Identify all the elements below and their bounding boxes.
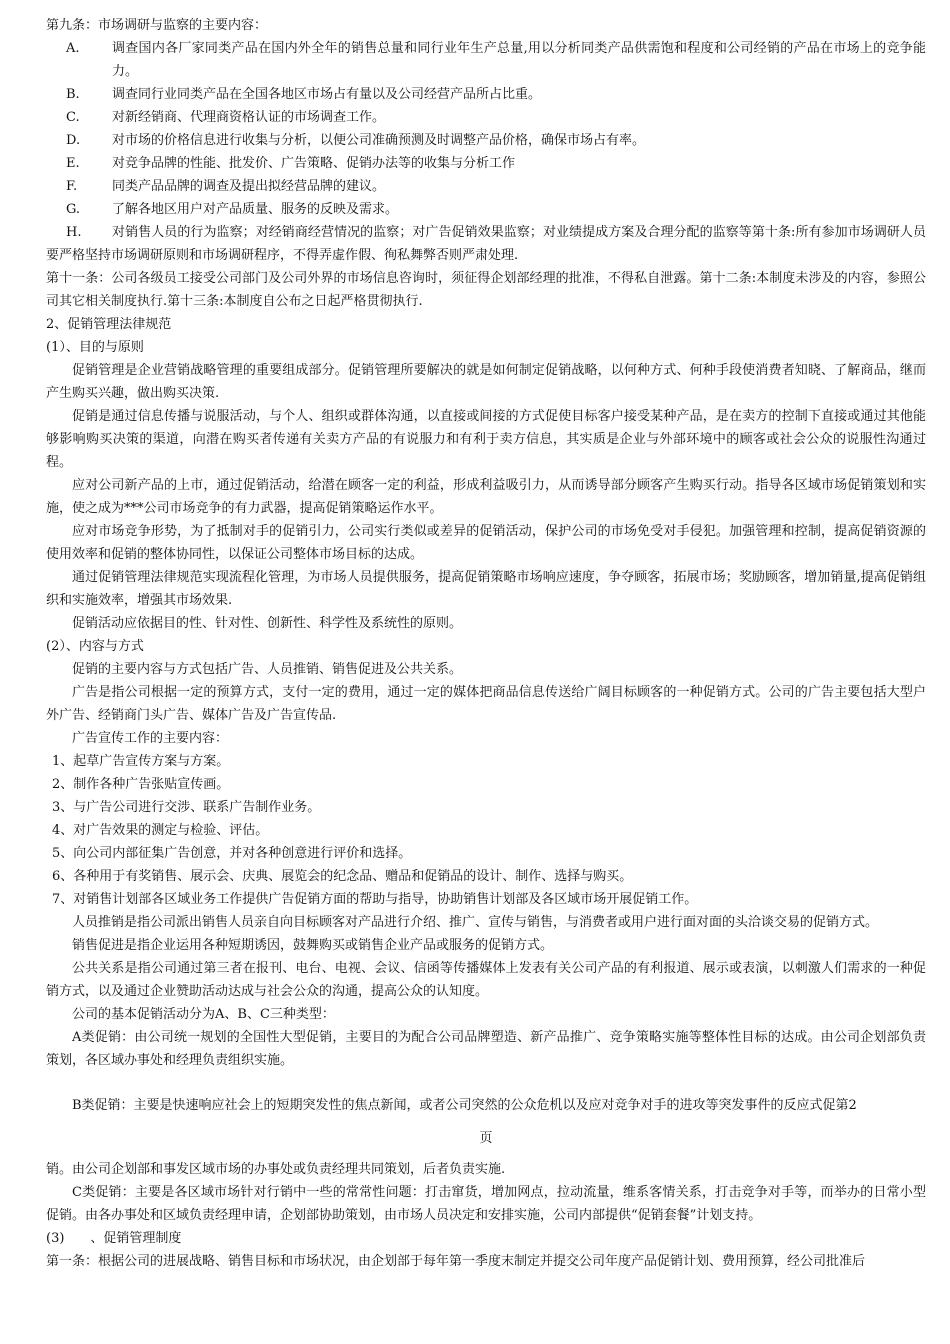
list-text: 了解各地区用户对产品质量、服务的反映及需求。 (112, 202, 399, 217)
paragraph: 销售促进是指企业运用各种短期诱因，鼓舞购买或销售企业产品或服务的促销方式。 (72, 938, 554, 953)
ad-item: 3、与广告公司进行交涉、联系广告制作业务。 (52, 800, 321, 815)
paragraph: 人员推销是指公司派出销售人员亲自向目标顾客对产品进行介绍、推广、宣传与销售，与消费者或用户进行面对面的头洽谈交易的促销方式。 (72, 915, 879, 930)
paragraph: 促销管理是企业营销战略管理的重要组成部分。促销管理所要解决的就是如何制定促销战略，以何种方式、何种手段使消费者知晓、了解商品，继而产生购买兴趣，做出购买决策. (46, 363, 926, 401)
list-item (46, 129, 926, 152)
paragraph: C类促销：主要是各区域市场针对行销中一些的常常性问题：打击窜货，增加网点，拉动流量，维系客情关系，打击竞争对手等，而举办的日常小型促销。由各办事处和区域负责经理申请，企划部协助策划，由市场人员决定和安排实施，公司内部提供“促销套餐”计划支持。 (46, 1185, 926, 1223)
list-marker: A. (66, 41, 80, 56)
paragraph: 应对公司新产品的上市，通过促销活动，给潜在顾客一定的利益，形成利益吸引力，从而诱导部分顾客产生购买行动。指导各区域市场促销策划和实施，使之成为***公司市场竞争的有力武器，提高促销策略运作水平。 (46, 478, 926, 516)
list-marker: G. (66, 202, 81, 217)
page-number: 页 (479, 1131, 493, 1146)
paragraph: 促销活动应依据目的性、针对性、创新性、科学性及系统性的原则。 (72, 616, 463, 631)
paragraph: 销。由公司企划部和事发区域市场的办事处或负责经理共同策划，后者负责实施. (46, 1162, 506, 1177)
list-item (46, 152, 926, 175)
list-text: 调查国内各厂家同类产品在国内外全年的销售总量和同行业年生产总量,用以分析同类产品供需饱和程度和公司经销的产品在市场上的竞争能力。 (112, 41, 926, 79)
heading-management-system: (3) 、促销管理制度 (46, 1231, 182, 1246)
heading-content-method: (2）、内容与方式 (46, 639, 144, 654)
paragraph: 应对市场竞争形势，为了抵制对手的促销引力，公司实行类似或差异的促销活动，保护公司的市场免受对手侵犯。加强管理和控制，提高促销资源的使用效率和促销的整体协同性，以保证公司整体市场目标的达成。 (46, 524, 926, 562)
list-text: 调查同行业同类产品在全国各地区市场占有量以及公司经营产品所占比重。 (112, 87, 542, 102)
heading-purpose-principle: (1）、目的与原则 (46, 340, 144, 355)
paragraph: 广告是指公司根据一定的预算方式，支付一定的费用，通过一定的媒体把商品信息传送给广阔目标顾客的一种促销方式。公司的广告主要包括大型户外广告、经销商门头广告、媒体广告及广告宣传品. (46, 685, 926, 723)
paragraph: 广告宣传工作的主要内容： (72, 731, 229, 746)
ad-item: 6、各种用于有奖销售、展示会、庆典、展览会的纪念品、赠品和促销品的设计、制作、选择与购买。 (52, 869, 633, 884)
list-marker: F. (66, 179, 78, 194)
document-body (46, 14, 926, 1273)
ad-item: 1、起草广告宣传方案与方案。 (52, 754, 230, 769)
heading-promotion-law: 2、促销管理法律规范 (46, 317, 172, 332)
paragraph: 公司的基本促销活动分为A、B、C三种类型： (72, 1007, 335, 1022)
paragraph: 公共关系是指公司通过第三者在报刊、电台、电视、会议、信函等传播媒体上发表有关公司产品的有利报道、展示或表演，以刺激人们需求的一种促销方式，以及通过企业赞助活动达成与社会公众的沟通，提高公众的认知度。 (46, 961, 926, 999)
paragraph: B类促销：主要是快速响应社会上的短期突发性的焦点新闻，或者公司突然的公众危机以及应对竞争对手的进攻等突发事件的反应式促第2 (72, 1098, 857, 1113)
list-marker: E. (66, 156, 80, 171)
list-item-h (46, 221, 926, 267)
section-11-text: 第十一条：公司各级员工接受公司部门及公司外界的市场信息咨询时，须征得企划部经理的批准，不得私自泄露。第十二条:本制度未涉及的内容，参照公司其它相关制度执行.第十三条:本制度自公布之日起严格贯彻执行. (46, 271, 926, 309)
list-marker: D. (66, 133, 81, 148)
ad-item: 2、制作各种广告张贴宣传画。 (52, 777, 230, 792)
list-text: 对市场的价格信息进行收集与分析，以便公司准确预测及时调整产品价格，确保市场占有率。 (112, 133, 646, 148)
list-marker: C. (66, 110, 80, 125)
list-item (46, 83, 926, 106)
section-9-title: 第九条：市场调研与监察的主要内容： (46, 18, 268, 33)
ad-item: 4、对广告效果的测定与检验、评估。 (52, 823, 269, 838)
paragraph: 促销的主要内容与方式包括广告、人员推销、销售促进及公共关系。 (72, 662, 463, 677)
ad-item: 5、向公司内部征集广告创意，并对各种创意进行评价和选择。 (52, 846, 412, 861)
list-marker: B. (66, 87, 80, 102)
ad-item: 7、对销售计划部各区域业务工作提供广告促销方面的帮助与指导，协助销售计划部及各区域市场开展促销工作。 (52, 892, 698, 907)
list-item (46, 198, 926, 221)
list-marker: H. (66, 225, 82, 240)
list-text: 对新经销商、代理商资格认证的市场调查工作。 (112, 110, 386, 125)
paragraph: A类促销：由公司统一规划的全国性大型促销，主要目的为配合公司品牌塑造、新产品推广、竞争策略实施等整体性目标的达成。由公司企划部负责策划，各区域办事处和经理负责组织实施。 (46, 1030, 926, 1068)
paragraph: 通过促销管理法律规范实现流程化管理，为市场人员提供服务，提高促销策略市场响应速度，争夺顾客，拓展市场；奖励顾客，增加销量,提高促销组织和实施效率，增强其市场效果. (46, 570, 926, 608)
list-text: 同类产品品牌的调查及提出拟经营品牌的建议。 (112, 179, 386, 194)
list-text: 对销售人员的行为监察；对经销商经营情况的监察；对广告促销效果监察；对业绩提成方案及合理分配的监察等第十条:所有参加市场调研人员要严格坚持市场调研原则和市场调研程序，不得弄虚作假、徇私舞弊否则严肃处理. (46, 225, 926, 263)
list-item (46, 106, 926, 129)
list-item (46, 175, 926, 198)
paragraph: 促销是通过信息传播与说服活动，与个人、组织或群体沟通，以直接或间接的方式促使目标客户接受某种产品，是在卖方的控制下直接或通过其他能够影响购买决策的渠道，向潜在购买者传递有关卖方产品的有说服力和有利于卖方信息，其实质是企业与外部环境中的顾客或社会公众的说服性沟通过程。 (46, 409, 926, 470)
paragraph: 第一条：根据公司的进展战略、销售目标和市场状况，由企划部于每年第一季度末制定并提交公司年度产品促销计划、费用预算，经公司批准后 (46, 1254, 866, 1269)
spacer (46, 1072, 926, 1094)
list-text: 对竞争品牌的性能、批发价、广告策略、促销办法等的收集与分析工作 (112, 156, 516, 171)
list-item (46, 37, 926, 83)
